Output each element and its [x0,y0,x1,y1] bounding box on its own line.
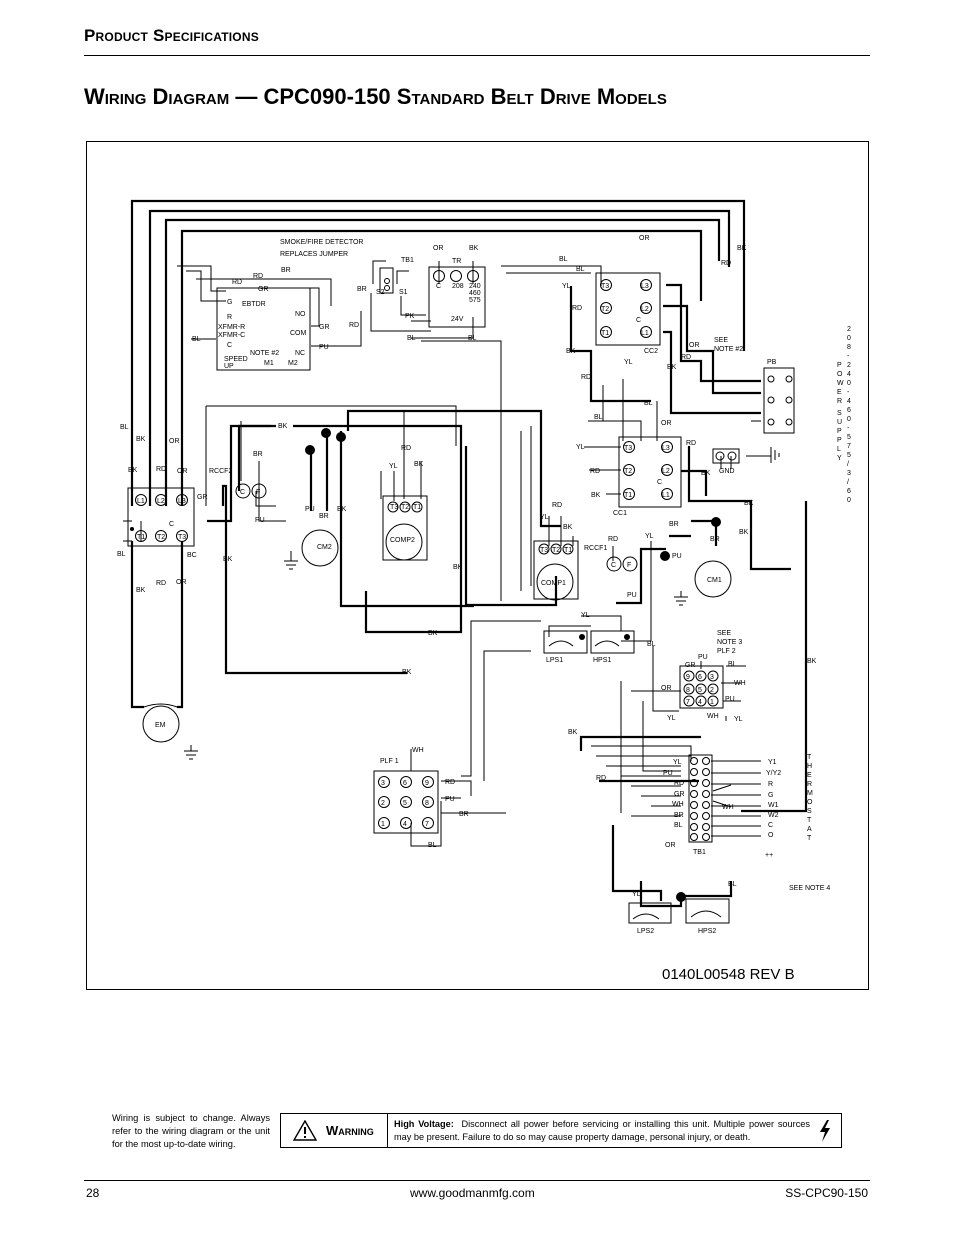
svg-text:YL: YL [734,716,743,723]
website-link[interactable]: www.goodmanmfg.com [410,1186,535,1200]
svg-text:240: 240 [469,283,481,290]
svg-text:1: 1 [381,821,385,828]
svg-text:BL: BL [192,336,201,343]
svg-text:RD: RD [590,468,601,475]
svg-text:YL: YL [632,891,641,898]
svg-text:T2: T2 [624,468,633,475]
svg-text:R: R [768,781,774,788]
svg-text:T3: T3 [624,445,633,452]
svg-text:LPS2: LPS2 [637,928,655,935]
svg-text:OR: OR [689,342,700,349]
svg-text:BL: BL [576,266,585,273]
svg-text:PU: PU [672,553,682,560]
svg-text:BL: BL [728,881,737,888]
svg-text:COMP1: COMP1 [541,580,566,587]
svg-text:T1: T1 [137,534,146,541]
main-wire-loops [132,201,806,906]
svg-text:GR: GR [674,791,685,798]
power-supply-voltages: 2 0 8 -2 4 0 -4 6 0 -5 7 5 / 3 / 6 0 [847,326,851,504]
svg-text:BK: BK [453,564,463,571]
svg-text:LPS1: LPS1 [546,657,564,664]
svg-text:YL: YL [389,463,398,470]
svg-text:PU: PU [698,654,708,661]
svg-text:GR: GR [258,286,269,293]
svg-text:BK: BK [337,506,347,513]
svg-text:BK: BK [591,492,601,499]
svg-text:S1: S1 [399,289,408,296]
svg-text:CM2: CM2 [317,544,332,551]
svg-text:T2: T2 [552,547,561,554]
svg-text:L3: L3 [641,283,649,290]
svg-text:BR: BR [710,536,720,543]
svg-text:9: 9 [686,674,690,681]
warning-body: Disconnect all power before servicing or installing this unit. Multiple power sources may be present. Failure to do so may cause property damage, personal injury, or death. [394,1119,811,1142]
svg-text:YL: YL [562,283,571,290]
svg-text:24V: 24V [451,316,464,323]
note-2-label: NOTE #2 [250,350,280,357]
svg-text:BC: BC [187,552,197,559]
svg-text:T2: T2 [401,504,410,511]
svg-text:W2: W2 [768,812,779,819]
svg-text:OR: OR [665,842,676,849]
svg-text:BR: BR [459,811,469,818]
svg-text:RD: RD [253,273,264,280]
svg-text:RCCF1: RCCF1 [584,545,608,552]
svg-text:3: 3 [381,780,385,787]
smoke-note-line1: SMOKE/FIRE DETECTOR [280,239,364,246]
svg-text:BL: BL [468,335,477,342]
svg-text:C: C [657,479,663,486]
svg-text:RCCF2: RCCF2 [209,468,233,475]
svg-text:EBTDR: EBTDR [242,301,266,308]
svg-text:RD: RD [349,322,360,329]
svg-text:GR: GR [685,662,696,669]
svg-text:G: G [227,299,233,306]
svg-text:XFMR-R: XFMR-R [218,324,246,331]
svg-text:BK: BK [568,729,578,736]
svg-text:C: C [436,283,442,290]
svg-text:BK: BK [136,587,146,594]
svg-text:4: 4 [403,821,407,828]
svg-text:PU: PU [255,517,265,524]
svg-text:BK: BK [737,245,747,252]
svg-text:RD: RD [686,440,697,447]
svg-text:BR: BR [319,513,329,520]
svg-text:BK: BK [667,364,677,371]
svg-text:COMP2: COMP2 [390,537,415,544]
svg-text:M2: M2 [288,360,298,367]
svg-text:O: O [768,832,774,839]
svg-text:NC: NC [295,350,306,357]
svg-text:RD: RD [156,466,167,473]
svg-text:BK: BK [563,524,573,531]
svg-text:OR: OR [169,438,180,445]
svg-text:8: 8 [686,687,690,694]
svg-text:BK: BK [428,630,438,637]
svg-text:RD: RD [572,305,583,312]
svg-text:W1: W1 [768,802,779,809]
svg-text:C: C [227,342,233,349]
svg-text:575: 575 [469,297,481,304]
svg-text:S2: S2 [376,289,385,296]
svg-text:5: 5 [698,687,702,694]
svg-text:NO: NO [295,311,306,318]
svg-text:PU: PU [663,770,673,777]
svg-text:2: 2 [710,687,714,694]
footer-divider [84,1180,870,1181]
smoke-note-line2: REPLACES JUMPER [280,251,349,258]
svg-text:YL: YL [624,359,633,366]
svg-text:NOTE 3: NOTE 3 [717,639,743,646]
svg-text:6: 6 [403,780,407,787]
svg-text:L2: L2 [157,498,165,505]
svg-text:OR: OR [639,235,650,242]
svg-text:L1: L1 [137,498,145,505]
svg-text:BK: BK [566,348,576,355]
svg-text:COM: COM [290,330,307,337]
document-code: SS-CPC90-150 [785,1186,868,1200]
svg-text:PU: PU [445,796,455,803]
svg-text:BK: BK [744,500,754,507]
svg-text:XFMR-C: XFMR-C [218,332,246,339]
svg-text:WH: WH [707,713,719,720]
svg-text:RD: RD [156,580,167,587]
svg-text:RD: RD [401,445,412,452]
svg-text:RD: RD [608,536,619,543]
svg-text:L1: L1 [662,492,670,499]
svg-text:PU: PU [725,696,735,703]
junction-dots [130,428,721,902]
svg-text:BK: BK [223,556,233,563]
svg-text:HPS2: HPS2 [698,928,717,935]
warning-label-cell [281,1114,388,1147]
svg-text:BL: BL [594,414,603,421]
svg-text:Y1: Y1 [768,759,777,766]
svg-text:BK: BK [469,245,479,252]
svg-text:BR: BR [253,451,263,458]
section-title: Product Specifications [84,26,259,45]
svg-text:7: 7 [425,821,429,828]
svg-text:PB: PB [767,359,777,366]
svg-text:T2: T2 [601,306,610,313]
svg-text:HPS1: HPS1 [593,657,612,664]
svg-text:EM: EM [155,722,166,729]
svg-text:OR: OR [177,468,188,475]
svg-text:BK: BK [701,470,711,477]
svg-text:TB1: TB1 [693,849,706,856]
lightning-bolt-icon [817,1119,833,1143]
warning-text [394,1118,810,1143]
svg-text:WH: WH [722,804,734,811]
page-title: Wiring Diagram — CPC090-150 Standard Belt Drive Models [84,84,667,109]
wiring-diagram [86,141,869,990]
svg-text:T3: T3 [601,283,610,290]
svg-text:C: C [611,562,617,569]
svg-text:T1: T1 [601,330,610,337]
svg-text:L1: L1 [641,330,649,337]
svg-text:T3: T3 [178,534,187,541]
svg-text:PLF 2: PLF 2 [717,648,736,655]
svg-text:BK: BK [739,529,749,536]
svg-text:PK: PK [405,313,415,320]
svg-text:8: 8 [425,800,429,807]
svg-text:BL: BL [559,256,568,263]
see-note-4: SEE NOTE 4 [789,885,831,892]
warning-lead: High Voltage: [394,1119,454,1129]
svg-text:208: 208 [452,283,464,290]
svg-text:GR: GR [319,324,330,331]
svg-text:OR: OR [176,579,187,586]
svg-text:BL: BL [647,641,656,648]
svg-text:RD: RD [721,260,732,267]
svg-text:NOTE #2: NOTE #2 [714,346,744,353]
svg-text:BL: BL [728,661,737,668]
svg-text:UP: UP [224,363,234,370]
svg-text:OR: OR [661,685,672,692]
diagram-revision: 0140L00548 REV B [662,966,795,983]
svg-text:YL: YL [581,612,590,619]
svg-text:GND: GND [719,468,735,475]
svg-text:RD: RD [581,374,592,381]
svg-text:L3: L3 [178,498,186,505]
svg-text:BR: BR [674,812,684,819]
svg-text:YL: YL [667,715,676,722]
header-divider [84,55,870,56]
svg-text:C: C [169,521,175,528]
svg-text:L3: L3 [662,445,670,452]
svg-text:Y/Y2: Y/Y2 [766,770,782,777]
svg-text:BL: BL [674,822,683,829]
svg-text:L2: L2 [662,468,670,475]
svg-text:C: C [240,489,246,496]
svg-text:PU: PU [305,506,315,513]
power-supply-label: P O W E R S U P P L Y [837,362,844,462]
thermostat-label: T H E R M O S T A T [807,754,813,842]
svg-text:2: 2 [381,800,385,807]
svg-text:WH: WH [734,680,746,687]
svg-text:6: 6 [698,674,702,681]
page-number: 28 [86,1186,100,1200]
svg-text:BR: BR [281,267,291,274]
svg-text:RD: RD [552,502,563,509]
svg-text:9: 9 [425,780,429,787]
svg-text:YL: YL [645,533,654,540]
svg-text:F: F [256,489,261,496]
warning-label: Warning [326,1123,374,1138]
svg-text:WH: WH [672,801,684,808]
wiring-disclaimer: Wiring is subject to change. Always refer to the wiring diagram or the unit for the most up-to-date wiring. [112,1113,270,1149]
svg-text:SPEED: SPEED [224,356,248,363]
wiring-diagram-svg [87,142,868,989]
svg-text:5: 5 [403,800,407,807]
svg-text:YL: YL [576,444,585,451]
svg-text:BK: BK [128,467,138,474]
svg-text:T3: T3 [540,547,549,554]
svg-text:4: 4 [698,699,702,706]
svg-text:GR: GR [197,494,208,501]
svg-text:T1: T1 [564,547,573,554]
svg-text:BL: BL [120,424,129,431]
svg-text:R: R [227,314,233,321]
svg-text:7: 7 [686,699,690,706]
see-note-3: SEE [717,630,732,637]
svg-text:BK: BK [414,461,424,468]
svg-text:PU: PU [319,344,329,351]
svg-text:BR: BR [669,521,679,528]
svg-text:RD: RD [674,780,685,787]
svg-text:BL: BL [407,335,416,342]
svg-text:L2: L2 [641,306,649,313]
svg-text:RD: RD [596,775,607,782]
svg-text:++: ++ [765,852,774,859]
svg-text:F: F [627,562,632,569]
svg-text:BL: BL [117,551,126,558]
svg-text:YL: YL [540,514,549,521]
svg-text:M1: M1 [264,360,274,367]
svg-text:OR: OR [433,245,444,252]
svg-text:T1: T1 [624,492,633,499]
svg-text:1: 1 [710,699,714,706]
svg-text:BK: BK [136,436,146,443]
svg-text:CC2: CC2 [644,348,659,355]
svg-text:PLF 1: PLF 1 [380,758,399,765]
svg-text:T1: T1 [413,504,422,511]
svg-text:TB1: TB1 [401,257,414,264]
warning-triangle-icon [293,1120,317,1141]
svg-text:T2: T2 [157,534,166,541]
svg-text:C: C [636,317,642,324]
svg-text:BR: BR [357,286,367,293]
svg-text:3: 3 [710,674,714,681]
svg-text:T3: T3 [390,504,399,511]
svg-text:CM1: CM1 [707,577,722,584]
svg-text:BK: BK [807,658,817,665]
warning-box [280,1113,842,1148]
svg-text:OR: OR [661,420,672,427]
svg-text:RD: RD [681,354,692,361]
svg-text:WH: WH [412,747,424,754]
svg-text:PU: PU [627,592,637,599]
svg-text:YL: YL [673,759,682,766]
svg-text:G: G [768,792,774,799]
svg-text:460: 460 [469,290,481,297]
svg-text:BL: BL [644,400,653,407]
svg-text:RD: RD [445,779,456,786]
svg-text:BK: BK [278,423,288,430]
svg-text:BL: BL [428,842,437,849]
svg-text:TR: TR [452,258,462,265]
svg-text:RD: RD [232,279,243,286]
svg-text:BK: BK [402,669,412,676]
see-note-2: SEE [714,337,729,344]
svg-text:CC1: CC1 [613,510,628,517]
svg-text:C: C [768,822,774,829]
